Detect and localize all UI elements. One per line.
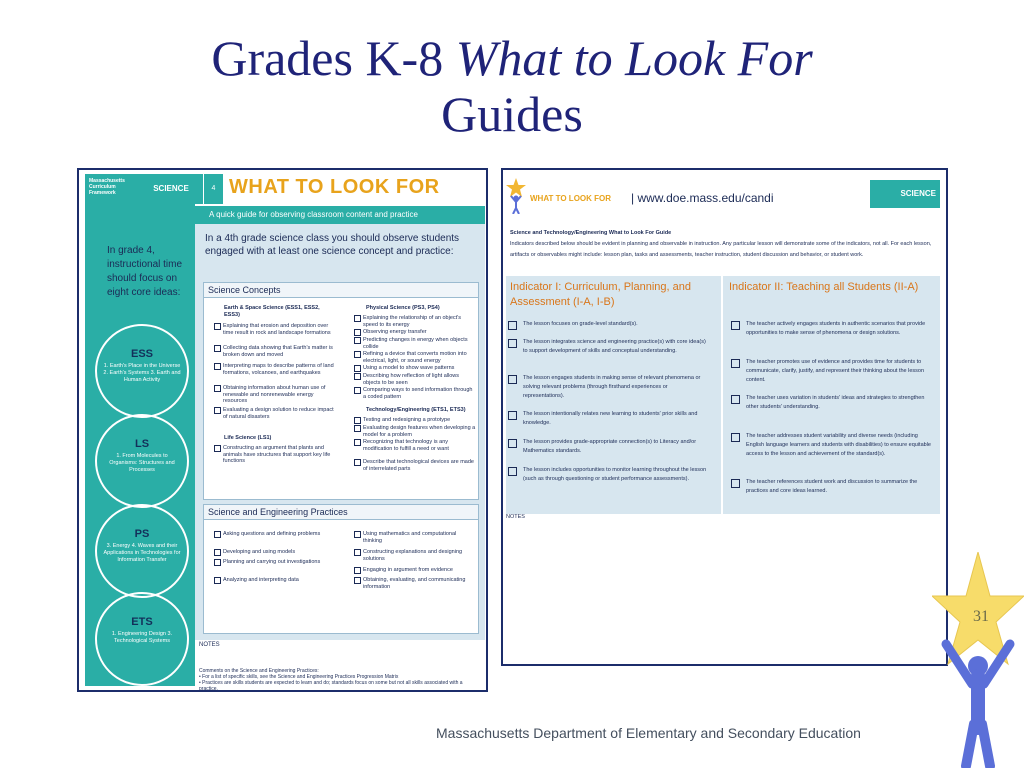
practices-header: Science and Engineering Practices: [204, 505, 478, 520]
indicator-table: [506, 276, 940, 514]
right-guide-image: [501, 168, 948, 666]
comment-line: • For a list of specific skills, see the Science and Engineering Practices Progression Matrix: [199, 674, 399, 680]
checklist-item: The teacher promotes use of evidence and provides time for students to communicate, clarify, justify, and represent their thinking about the lesson content.: [731, 358, 935, 385]
checklist-item: Refining a device that converts motion into electrical, light, or sound energy: [354, 351, 476, 364]
checklist-item: The teacher references student work and discussion to summarize the practices and core ideas learned.: [731, 478, 935, 496]
core-idea-ets: [95, 592, 189, 686]
checklist-item: The teacher uses variation in students' ideas and strategies to strengthen other students' understanding.: [731, 394, 935, 412]
core-idea-ls: [95, 414, 189, 508]
checklist-item: Explaining the relationship of an object's speed to its energy: [354, 315, 476, 328]
checklist-item: Planning and carrying out investigations: [214, 559, 334, 566]
checklist-item: Describing how reflection of light allows objects to be seen: [354, 373, 476, 386]
ps-header: Physical Science (PS3, PS4): [366, 305, 440, 311]
checklist-item: Evaluating a design solution to reduce impact of natural disasters: [214, 407, 334, 420]
star-figure-icon: [506, 178, 526, 214]
indicator-1-column: [506, 276, 721, 514]
checklist-item: The lesson intentionally relates new learning to students' prior skills and knowledge.: [508, 410, 708, 428]
core-idea-abbr: LS: [134, 438, 150, 450]
core-idea-ps: [95, 504, 189, 598]
indicator-2-title: Indicator II: Teaching all Students (II-A): [729, 281, 919, 293]
checklist-item: Using mathematics and computational thinking: [354, 531, 476, 544]
checklist-item: The lesson provides grade-appropriate connection(s) to Literacy and/or Mathematics standards.: [508, 438, 708, 456]
practices-box: [203, 504, 479, 634]
title-italic: What to Look For: [455, 30, 813, 86]
checklist-item: Constructing an argument that plants and animals have structures that support key life functions: [214, 445, 334, 465]
core-idea-desc: 1. Earth's Place in the Universe 2. Earth's Systems 3. Earth and Human Activity: [103, 363, 181, 383]
site-url: | www.doe.mass.edu/candi: [631, 191, 774, 205]
guide-subheading: A quick guide for observing classroom content and practice: [195, 206, 485, 224]
checklist-item: The lesson focuses on grade-level standard(s).: [508, 320, 708, 329]
grade-tab: 4: [203, 174, 223, 204]
checklist-item: The lesson engages students in making sense of relevant phenomena or solving relevant problems (through firsthand experiences or representations).: [508, 374, 708, 401]
guide-intro: Indicators described below should be evident in planning and observable in instruction. Any particular lesson will demonstrate some of the indicators, not all. For each lesson, artifacts or observables might include: lesson plan, tasks and assessments, teacher instruction, student discussion and behavior, or student work.: [510, 241, 932, 258]
core-idea-abbr: ESS: [130, 348, 153, 360]
left-guide-sidebar: [85, 174, 195, 686]
checklist-item: Obtaining, evaluating, and communicating information: [354, 577, 476, 590]
practices-comments: [199, 668, 481, 692]
checklist-item: Predicting changes in energy when objects collide: [354, 337, 476, 350]
ess-header: Earth & Space Science (ESS1, ESS2, ESS3): [224, 305, 320, 318]
left-guide-image: [77, 168, 488, 692]
core-idea-abbr: ETS: [131, 616, 153, 628]
checklist-item: Engaging in argument from evidence: [354, 567, 476, 574]
notes-label: NOTES: [506, 514, 525, 520]
checklist-item: The teacher actively engages students in authentic scenarios that provide opportunities to make sense of phenomena or design solutions.: [731, 320, 935, 338]
checklist-item: Interpreting maps to describe patterns of land formations, volcanoes, and earthquakes: [214, 363, 334, 376]
guide-title: Science and Technology/Engineering What to Look For Guide: [510, 230, 672, 236]
footer-org: Massachusetts Department of Elementary and Secondary Education: [436, 725, 861, 741]
ets-header: Technology/Engineering (ETS1, ETS3): [366, 407, 466, 413]
notes-area: [195, 640, 485, 692]
indicator-1-title: Indicator I: Curriculum, Planning, and Assessment (I-A, I-B): [510, 281, 691, 308]
subject-tab: SCIENCE: [870, 180, 940, 208]
checklist-item: Collecting data showing that Earth's matter is broken down and moved: [214, 345, 334, 358]
brand-label: WHAT TO LOOK FOR: [530, 194, 612, 203]
core-idea-desc: 1. From Molecules to Organisms: Structures and Processes: [109, 453, 175, 473]
concepts-header: Science Concepts: [204, 283, 478, 298]
grade-intro: In grade 4, instructional time should focus on eight core ideas:: [107, 245, 183, 298]
column-divider: [721, 276, 723, 514]
checklist-item: Developing and using models: [214, 549, 334, 556]
comments-title: Comments on the Science and Engineering Practices:: [199, 668, 319, 674]
star-mascot-icon: [932, 552, 1024, 768]
checklist-item: Observing energy transfer: [354, 329, 476, 336]
checklist-item: Obtaining information about human use of renewable and nonrenewable energy resources: [214, 385, 334, 405]
checklist-item: The teacher addresses student variability and diverse needs (including English language learners and students with disabilities) to ensure equitable access to the lesson and achievement of the standard(s).: [731, 432, 935, 459]
checklist-item: Evaluating design features when developing a model for a problem: [354, 425, 476, 438]
core-idea-desc: 1. Engineering Design 3. Technological Systems: [111, 631, 173, 644]
indicator-2-column: [725, 276, 940, 514]
notes-label: NOTES: [199, 642, 220, 648]
subject-tab: SCIENCE: [139, 174, 203, 204]
core-idea-desc: 3. Energy 4. Waves and their Applications in Technologies for Information Transfer: [103, 543, 181, 563]
core-idea-ess: [95, 324, 189, 418]
checklist-item: Constructing explanations and designing solutions: [354, 549, 476, 562]
left-guide-body: [195, 224, 485, 692]
checklist-item: The lesson integrates science and engineering practice(s) with core idea(s) to support development of skills and conceptual understanding.: [508, 338, 708, 356]
checklist-item: Recognizing that technology is any modification to fulfill a need or want: [354, 439, 476, 452]
page-number: 31: [973, 608, 989, 625]
checklist-item: The lesson includes opportunities to monitor learning throughout the lesson (such as through questioning or student performance assessments).: [508, 466, 708, 484]
checklist-item: Analyzing and interpreting data: [214, 577, 334, 584]
guide-heading: WHAT TO LOOK FOR: [229, 176, 440, 198]
core-idea-abbr: PS: [134, 528, 150, 540]
checklist-item: Explaining that erosion and deposition over time result in rock and landscape formations: [214, 323, 334, 336]
concepts-box: [203, 282, 479, 500]
comment-line: • Practices are skills students are expected to learn and do; standards focus on some but not all skills associated with a practice.: [199, 680, 463, 692]
checklist-item: Comparing ways to send information through a coded pattern: [354, 387, 476, 400]
checklist-item: Testing and redesigning a prototype: [354, 417, 476, 424]
checklist-item: Using a model to show wave patterns: [354, 365, 476, 372]
checklist-item: Describe that technological devices are made of interrelated parts: [354, 459, 476, 472]
title-plain: Grades K-8: [211, 30, 456, 86]
slide-title: [0, 30, 1024, 142]
title-line2: Guides: [441, 86, 583, 142]
ls-header: Life Science (LS1): [224, 435, 272, 441]
guide-intro-text: In a 4th grade science class you should observe students engaged with at least one science concept and practice:: [205, 233, 460, 257]
framework-logo: Massachusetts Curriculum Framework: [89, 178, 125, 196]
checklist-item: Asking questions and defining problems: [214, 531, 334, 538]
